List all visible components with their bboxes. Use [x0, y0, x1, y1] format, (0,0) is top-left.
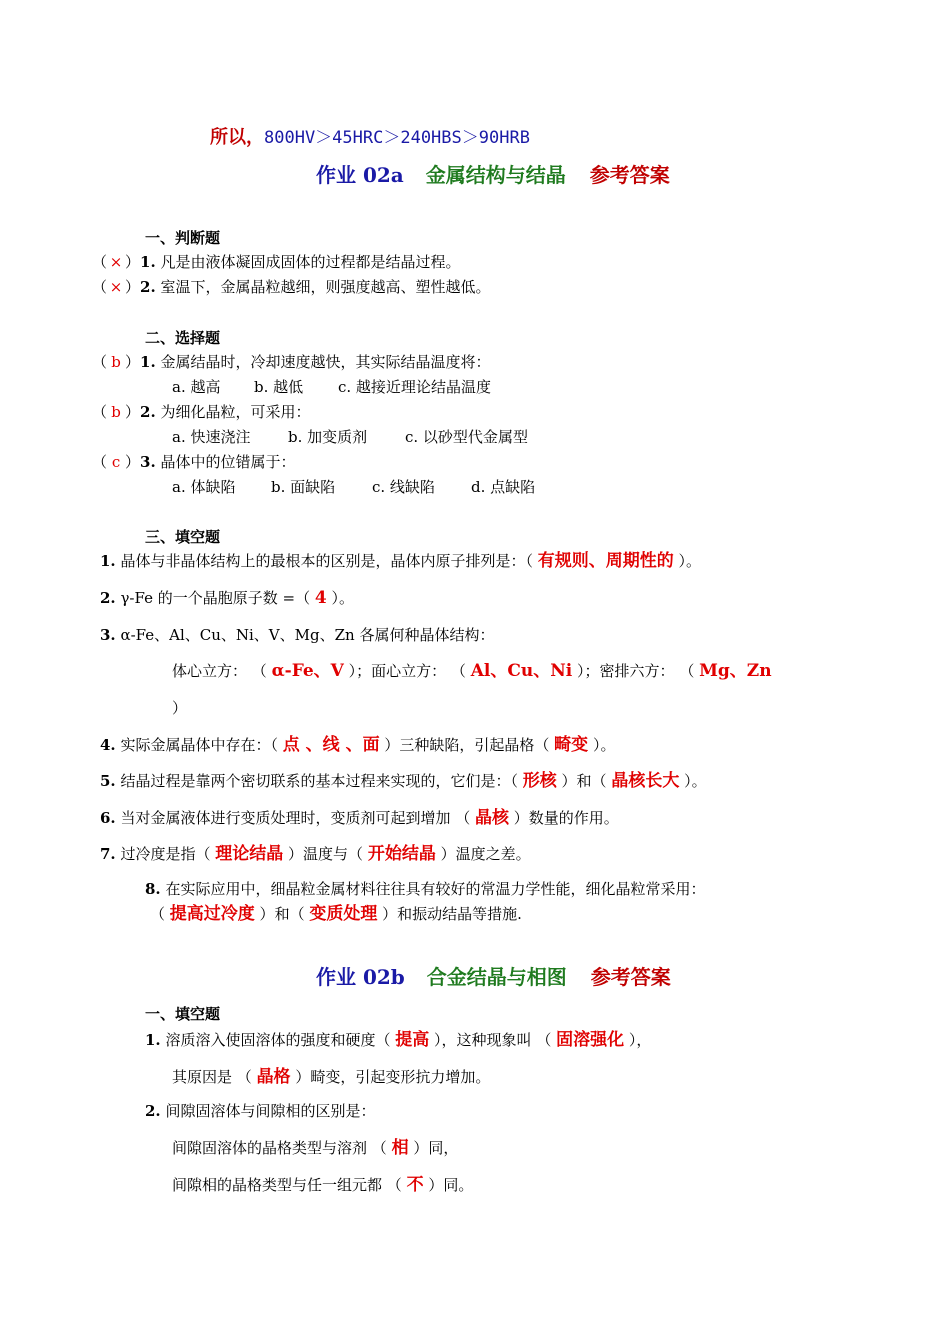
answer-text: 晶核 — [475, 808, 510, 828]
fill-item-7: 7. 过冷度是指（ 理论结晶 ）温度与（ 开始结晶 ）温度之差。 — [100, 844, 531, 864]
choice-answer: b — [111, 403, 121, 421]
item-number: 4. — [100, 736, 116, 754]
summary-text: 800HV＞45HRC＞240HBS＞90HRB — [264, 128, 530, 148]
fill-item-3 — [100, 625, 494, 645]
item-number: 5. — [100, 772, 116, 790]
answer-text: 晶格 — [256, 1067, 291, 1087]
judge-item: （ × ）2. 室温下，金属晶粒越细，则强度越高、塑性越低。 — [92, 278, 491, 296]
item-number: 8. — [145, 880, 161, 898]
question-text: ，这种现象叫 — [441, 1031, 532, 1049]
answer-text: 提高 — [395, 1030, 430, 1050]
question-text: 和 — [274, 905, 290, 923]
title-02a-topic: 金属结构与结晶 — [425, 163, 566, 187]
answer-text: 变质处理 — [309, 904, 378, 924]
choice-option: d. 点缺陷 — [471, 478, 536, 496]
answer-text: 4 — [314, 588, 327, 608]
choice-answer: b — [111, 353, 121, 371]
choice-option: a. 越高 — [172, 378, 221, 396]
choice-option: b. 越低 — [254, 378, 304, 396]
summary-prefix: 所以， — [210, 127, 264, 148]
choice-item: （ b ）2. 为细化晶粒，可采用： — [92, 403, 311, 421]
choice-option: a. 快速浇注 — [172, 428, 251, 446]
title-02a-prefix: 作业 02a — [316, 163, 404, 187]
question-text: 溶质溶入使固溶体的强度和硬度 — [165, 1031, 376, 1049]
fill-02b-item-2-line2: 间隙相的晶格类型与任一组元都 （ 不 ）同。 — [172, 1175, 474, 1195]
answer-text: 开始结晶 — [367, 844, 436, 864]
question-text: 过冷度是指 — [120, 845, 196, 863]
judge-text: 凡是由液体凝固成固体的过程都是结晶过程。 — [160, 253, 461, 271]
title-02a — [316, 162, 670, 188]
structure-label: 密排六方： — [599, 662, 675, 680]
question-text: 结晶过程是靠两个密切联系的基本过程来实现的，它们是： — [120, 772, 511, 790]
judge-text: 室温下，金属晶粒越细，则强度越高、塑性越低。 — [160, 278, 491, 296]
title-02b-topic: 合金结晶与相图 — [426, 965, 567, 989]
answer-text: 点 、线 、面 — [282, 735, 380, 755]
fill-02b-item-2-line1: 间隙固溶体的晶格类型与溶剂 （ 相 ）同， — [172, 1138, 459, 1158]
question-text: 和振动结晶等措施. — [397, 905, 522, 923]
section-heading-fill-02b: 一、填空题 — [145, 1005, 221, 1023]
item-number: 2. — [100, 589, 116, 607]
question-text: 其原因是 — [172, 1068, 233, 1086]
title-02b-suffix: 参考答案 — [590, 965, 671, 989]
judge-answer: × — [109, 278, 123, 296]
question-text: 同， — [428, 1139, 459, 1157]
question-text: 数量的作用。 — [528, 809, 619, 827]
question-text: 晶体与非晶体结构上的最根本的区别是，晶体内原子排列是： — [120, 552, 526, 570]
answer-text: Al、Cu、Ni — [470, 661, 573, 681]
choice-option: c. 越接近理论结晶温度 — [338, 378, 491, 396]
item-number: 1. — [100, 552, 116, 570]
fill-item-1: 1. 晶体与非晶体结构上的最根本的区别是，晶体内原子排列是：（ 有规则、周期性的 ）。 — [100, 551, 702, 571]
structure-label: 体心立方： — [172, 662, 248, 680]
fill-item-6: 6. 当对金属液体进行变质处理时，变质剂可起到增加 （ 晶核 ）数量的作用。 — [100, 808, 619, 828]
judge-answer: × — [109, 253, 123, 271]
structure-label: 面心立方： — [371, 662, 447, 680]
choice-options — [172, 477, 535, 497]
choice-item: （ c ）3. 晶体中的位错属于： — [92, 453, 296, 471]
question-text: 当对金属液体进行变质处理时，变质剂可起到增加 — [120, 809, 451, 827]
fill-item-4: 4. 实际金属晶体中存在：（ 点 、线 、面 ）三种缺陷，引起晶格（ 畸变 ）。 — [100, 735, 616, 755]
fill-02b-item-2 — [145, 1101, 375, 1121]
answer-text: 提高过冷度 — [169, 904, 255, 924]
item-number: 3. — [140, 453, 156, 471]
section-heading-judge: 一、判断题 — [145, 229, 221, 247]
question-text: 畸变，引起变形抗力增加。 — [310, 1068, 491, 1086]
answer-text: 理论结晶 — [215, 844, 284, 864]
choice-options — [172, 377, 491, 397]
question-text: 间隙固溶体与间隙相的区别是： — [165, 1102, 376, 1120]
question-text: 温度之差。 — [455, 845, 531, 863]
choice-item: （ b ）1. 金属结晶时，冷却速度越快，其实际结晶温度将： — [92, 353, 491, 371]
item-number: 2. — [140, 403, 156, 421]
item-number: 2. — [145, 1102, 161, 1120]
answer-text: 相 — [391, 1138, 409, 1158]
item-number: 2. — [140, 278, 156, 296]
choice-option: a. 体缺陷 — [172, 478, 236, 496]
title-02b — [316, 964, 671, 990]
item-number: 1. — [140, 253, 156, 271]
choice-answer: c — [111, 453, 121, 471]
choice-text: 为细化晶粒，可采用： — [160, 403, 311, 421]
fill-item-3-answers: 体心立方： （ α-Fe、V ）；面心立方： （ Al、Cu、Ni ）；密排六方： （ Mg、Zn — [172, 661, 772, 681]
question-text: 同。 — [443, 1176, 474, 1194]
fill-item-2: 2. γ-Fe 的一个晶胞原子数 =（ 4 ）。 — [100, 588, 354, 608]
answer-text: Mg、Zn — [699, 661, 772, 681]
title-02b-prefix: 作业 02b — [316, 965, 405, 989]
answer-text: α-Fe、V — [271, 661, 344, 681]
question-text: α-Fe、Al、Cu、Ni、V、Mg、Zn 各属何种晶体结构： — [120, 626, 495, 644]
item-number: 7. — [100, 845, 116, 863]
fill-item-3-close: ） — [172, 699, 188, 717]
answer-text: 晶核长大 — [611, 771, 680, 791]
answer-text: 有规则、周期性的 — [537, 551, 674, 571]
item-number: 1. — [140, 353, 156, 371]
item-number: 1. — [145, 1031, 161, 1049]
choice-options — [172, 427, 528, 447]
fill-item-8 — [145, 879, 705, 899]
summary-line — [210, 127, 530, 149]
answer-text: 畸变 — [554, 735, 589, 755]
section-heading-choice: 二、选择题 — [145, 329, 221, 347]
question-text: 实际金属晶体中存在： — [120, 736, 271, 754]
question-text: 在实际应用中，细晶粒金属材料往往具有较好的常温力学性能，细化晶粒常采用： — [165, 880, 706, 898]
choice-option: c. 线缺陷 — [372, 478, 435, 496]
question-text: 三种缺陷，引起晶格 — [399, 736, 535, 754]
answer-text: 固溶强化 — [556, 1030, 625, 1050]
section-heading-fill: 三、填空题 — [145, 528, 221, 546]
title-02a-suffix: 参考答案 — [589, 163, 670, 187]
item-number: 3. — [100, 626, 116, 644]
choice-option: b. 加变质剂 — [288, 428, 368, 446]
fill-02b-item-1: 1. 溶质溶入使固溶体的强度和硬度（ 提高 ），这种现象叫 （ 固溶强化 ）， — [145, 1030, 652, 1050]
question-text: 和 — [576, 772, 592, 790]
fill-item-5: 5. 结晶过程是靠两个密切联系的基本过程来实现的，它们是：（ 形核 ）和（ 晶核长大 ）。 — [100, 771, 707, 791]
question-text: 间隙固溶体的晶格类型与溶剂 — [172, 1139, 368, 1157]
fill-02b-item-1-line2: 其原因是 （ 晶格 ）畸变，引起变形抗力增加。 — [172, 1067, 491, 1087]
choice-text: 金属结晶时，冷却速度越快，其实际结晶温度将： — [160, 353, 491, 371]
judge-item: （ × ）1. 凡是由液体凝固成固体的过程都是结晶过程。 — [92, 253, 461, 271]
choice-option: c. 以砂型代金属型 — [405, 428, 528, 446]
choice-option: b. 面缺陷 — [271, 478, 336, 496]
answer-text: 不 — [406, 1175, 424, 1195]
fill-item-8-answers: （ 提高过冷度 ）和（ 变质处理 ）和振动结晶等措施. — [150, 904, 522, 924]
choice-text: 晶体中的位错属于： — [160, 453, 296, 471]
item-number: 6. — [100, 809, 116, 827]
question-text: 温度与 — [303, 845, 349, 863]
answer-text: 形核 — [522, 771, 557, 791]
question-text: γ-Fe 的一个晶胞原子数 = — [120, 589, 296, 607]
question-text: 间隙相的晶格类型与任一组元都 — [172, 1176, 383, 1194]
